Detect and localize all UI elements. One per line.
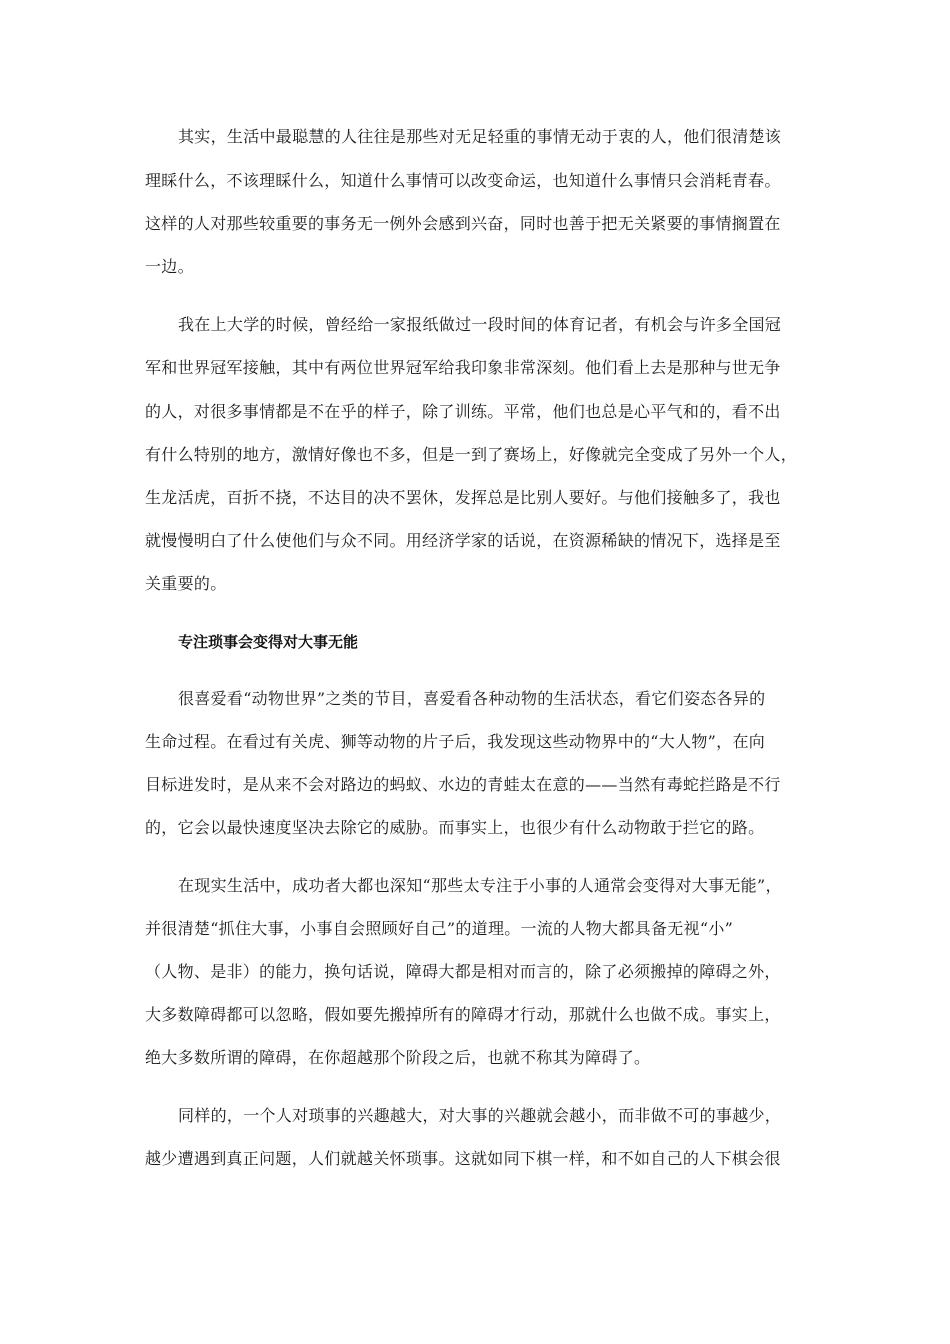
paragraph-5-line-2: 越少遭遇到真正问题，人们就越关怀琐事。这就如同下棋一样，和不如自己的人下棋会很	[145, 1149, 781, 1168]
paragraph-3-line-3: 目标进发时，是从来不会对路边的蚂蚁、水边的青蛙太在意的——当然有毒蛇拦路是不行	[145, 775, 781, 794]
paragraph-1-line-1: 其实，生活中最聪慧的人往往是那些对无足轻重的事情无动于衷的人，他们很清楚该	[178, 127, 782, 146]
paragraph-4-line-1: 在现实生活中，成功者大都也深知“那些太专注于小事的人通常会变得对大事无能”，	[178, 876, 782, 895]
paragraph-2-line-7: 关重要的。	[145, 574, 227, 593]
paragraph-4-line-4: 大多数障碍都可以忽略，假如要先搬掉所有的障碍才行动，那就什么也做不成。事实上，	[145, 1005, 781, 1024]
paragraph-2-line-6: 就慢慢明白了什么使他们与众不同。用经济学家的话说，在资源稀缺的情况下，选择是至	[145, 531, 781, 550]
paragraph-1-line-3: 这样的人对那些较重要的事务无一例外会感到兴奋，同时也善于把无关紧要的事情搁置在	[145, 214, 781, 233]
paragraph-2-line-4: 有什么特别的地方，激情好像也不多，但是一到了赛场上，好像就完全变成了另外一个人，	[145, 445, 798, 464]
paragraph-2-line-3: 的人，对很多事情都是不在乎的样子，除了训练。平常，他们也总是心平气和的，看不出	[145, 402, 781, 421]
paragraph-2-line-1: 我在上大学的时候，曾经给一家报纸做过一段时间的体育记者，有机会与许多全国冠	[178, 315, 782, 334]
paragraph-5-line-1: 同样的，一个人对琐事的兴趣越大，对大事的兴趣就会越小，而非做不可的事越少，	[178, 1106, 782, 1125]
paragraph-1-line-2: 理睬什么，不该理睬什么，知道什么事情可以改变命运，也知道什么事情只会消耗青春。	[145, 171, 781, 190]
paragraph-1-line-4: 一边。	[145, 257, 194, 276]
paragraph-2-line-2: 军和世界冠军接触，其中有两位世界冠军给我印象非常深刻。他们看上去是那种与世无争	[145, 358, 781, 377]
paragraph-4-line-3: （人物、是非）的能力，换句话说，障碍大都是相对而言的，除了必须搬掉的障碍之外，	[145, 962, 781, 981]
paragraph-3-line-1: 很喜爱看“动物世界”之类的节目，喜爱看各种动物的生活状态，看它们姿态各异的	[178, 689, 766, 708]
paragraph-4-line-5: 绝大多数所谓的障碍，在你超越那个阶段之后，也就不称其为障碍了。	[145, 1048, 651, 1067]
paragraph-4-line-2: 并很清楚“抓住大事，小事自会照顾好自己”的道理。一流的人物大都具备无视“小”	[145, 919, 734, 938]
paragraph-3-line-4: 的，它会以最快速度坚决去除它的威胁。而事实上，也很少有什么动物敢于拦它的路。	[145, 818, 765, 837]
paragraph-2-line-5: 生龙活虎，百折不挠，不达目的决不罢休，发挥总是比别人要好。与他们接触多了，我也	[145, 488, 781, 507]
section-heading: 专注琐事会变得对大事无能	[178, 633, 359, 651]
paragraph-3-line-2: 生命过程。在看过有关虎、狮等动物的片子后，我发现这些动物界中的“大人物”，在向	[145, 732, 766, 751]
